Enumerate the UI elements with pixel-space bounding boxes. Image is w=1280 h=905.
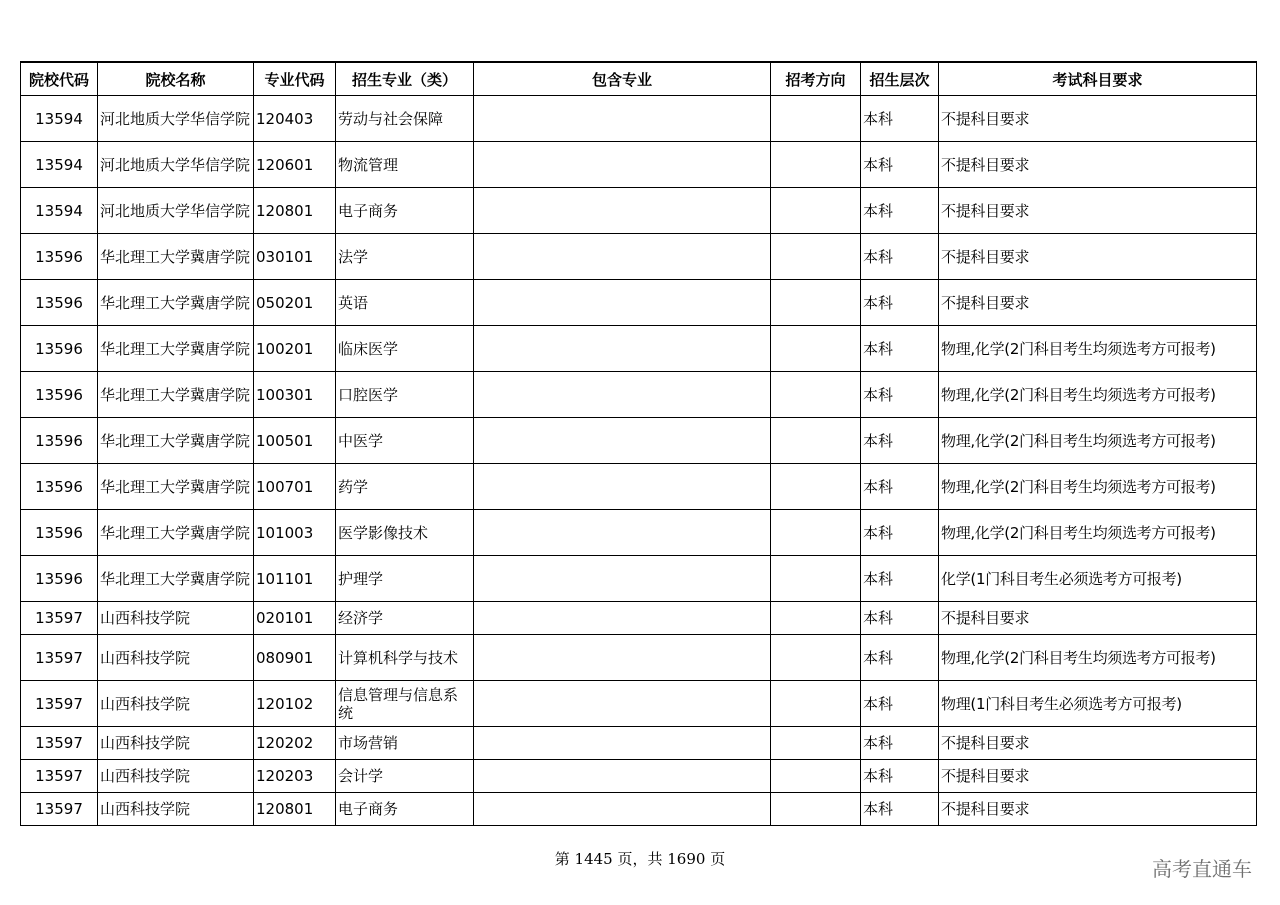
direction-cell — [771, 96, 861, 142]
included-majors-cell — [474, 96, 771, 142]
subject-requirement-cell: 物理,化学(2门科目考生均须选考方可报考) — [939, 326, 1257, 372]
level-cell: 本科 — [861, 372, 939, 418]
table-row — [21, 635, 1257, 681]
header-subject-requirement: 考试科目要求 — [939, 62, 1257, 96]
major-cell: 信息管理与信息系统 — [336, 681, 474, 727]
school-name-cell: 山西科技学院 — [98, 760, 254, 793]
school-code-cell: 13596 — [21, 280, 98, 326]
subject-requirement-cell: 不提科目要求 — [939, 602, 1257, 635]
header-major: 招生专业（类） — [336, 62, 474, 96]
level-cell: 本科 — [861, 142, 939, 188]
subject-requirement-cell: 不提科目要求 — [939, 727, 1257, 760]
school-code-cell: 13594 — [21, 96, 98, 142]
major-code-cell: 100501 — [254, 418, 336, 464]
major-cell: 法学 — [336, 234, 474, 280]
direction-cell — [771, 372, 861, 418]
major-cell: 会计学 — [336, 760, 474, 793]
major-code-cell: 120601 — [254, 142, 336, 188]
subject-requirement-cell: 物理,化学(2门科目考生均须选考方可报考) — [939, 372, 1257, 418]
subject-requirement-cell: 化学(1门科目考生必须选考方可报考) — [939, 556, 1257, 602]
direction-cell — [771, 280, 861, 326]
school-name-cell: 华北理工大学冀唐学院 — [98, 234, 254, 280]
table-row — [21, 418, 1257, 464]
included-majors-cell — [474, 326, 771, 372]
subject-requirement-cell: 不提科目要求 — [939, 793, 1257, 826]
major-code-cell: 120102 — [254, 681, 336, 727]
subject-requirement-cell: 不提科目要求 — [939, 280, 1257, 326]
level-cell: 本科 — [861, 234, 939, 280]
included-majors-cell — [474, 142, 771, 188]
level-cell: 本科 — [861, 96, 939, 142]
table-row — [21, 510, 1257, 556]
watermark: 高考直通车 — [1152, 857, 1252, 881]
subject-requirement-cell: 不提科目要求 — [939, 760, 1257, 793]
school-code-cell: 13597 — [21, 635, 98, 681]
table-row — [21, 681, 1257, 727]
included-majors-cell — [474, 635, 771, 681]
major-cell: 中医学 — [336, 418, 474, 464]
direction-cell — [771, 793, 861, 826]
level-cell: 本科 — [861, 793, 939, 826]
level-cell: 本科 — [861, 418, 939, 464]
level-cell: 本科 — [861, 326, 939, 372]
subject-requirement-cell: 物理,化学(2门科目考生均须选考方可报考) — [939, 418, 1257, 464]
header-school-code: 院校代码 — [21, 62, 98, 96]
table-body — [21, 96, 1257, 826]
school-name-cell: 河北地质大学华信学院 — [98, 142, 254, 188]
table-row — [21, 760, 1257, 793]
school-name-cell: 河北地质大学华信学院 — [98, 188, 254, 234]
direction-cell — [771, 556, 861, 602]
header-level: 招生层次 — [861, 62, 939, 96]
school-name-cell: 山西科技学院 — [98, 727, 254, 760]
table-row — [21, 602, 1257, 635]
table-row — [21, 280, 1257, 326]
table-row — [21, 556, 1257, 602]
included-majors-cell — [474, 464, 771, 510]
table-row — [21, 793, 1257, 826]
direction-cell — [771, 681, 861, 727]
school-code-cell: 13597 — [21, 760, 98, 793]
school-name-cell: 华北理工大学冀唐学院 — [98, 510, 254, 556]
header-school-name: 院校名称 — [98, 62, 254, 96]
level-cell: 本科 — [861, 188, 939, 234]
direction-cell — [771, 326, 861, 372]
school-code-cell: 13594 — [21, 142, 98, 188]
header-major-code: 专业代码 — [254, 62, 336, 96]
level-cell: 本科 — [861, 635, 939, 681]
subject-requirement-cell: 物理,化学(2门科目考生均须选考方可报考) — [939, 635, 1257, 681]
school-code-cell: 13596 — [21, 418, 98, 464]
included-majors-cell — [474, 510, 771, 556]
major-code-cell: 080901 — [254, 635, 336, 681]
table-row — [21, 326, 1257, 372]
included-majors-cell — [474, 727, 771, 760]
subject-requirement-cell: 不提科目要求 — [939, 142, 1257, 188]
direction-cell — [771, 760, 861, 793]
major-cell: 市场营销 — [336, 727, 474, 760]
major-code-cell: 100201 — [254, 326, 336, 372]
school-name-cell: 华北理工大学冀唐学院 — [98, 418, 254, 464]
major-code-cell: 120403 — [254, 96, 336, 142]
major-code-cell: 101003 — [254, 510, 336, 556]
school-code-cell: 13596 — [21, 510, 98, 556]
level-cell: 本科 — [861, 556, 939, 602]
direction-cell — [771, 142, 861, 188]
subject-requirement-cell: 不提科目要求 — [939, 188, 1257, 234]
included-majors-cell — [474, 234, 771, 280]
school-code-cell: 13597 — [21, 681, 98, 727]
header-direction: 招考方向 — [771, 62, 861, 96]
table-row — [21, 372, 1257, 418]
major-code-cell: 120801 — [254, 793, 336, 826]
school-name-cell: 华北理工大学冀唐学院 — [98, 326, 254, 372]
subject-requirement-cell: 物理,化学(2门科目考生均须选考方可报考) — [939, 464, 1257, 510]
included-majors-cell — [474, 793, 771, 826]
level-cell: 本科 — [861, 510, 939, 556]
admissions-table — [20, 61, 1257, 826]
school-code-cell: 13596 — [21, 464, 98, 510]
major-cell: 电子商务 — [336, 793, 474, 826]
subject-requirement-cell: 不提科目要求 — [939, 96, 1257, 142]
table-header-row — [21, 62, 1257, 96]
major-code-cell: 030101 — [254, 234, 336, 280]
direction-cell — [771, 635, 861, 681]
school-name-cell: 河北地质大学华信学院 — [98, 96, 254, 142]
school-code-cell: 13596 — [21, 556, 98, 602]
level-cell: 本科 — [861, 760, 939, 793]
included-majors-cell — [474, 556, 771, 602]
table-row — [21, 727, 1257, 760]
major-cell: 药学 — [336, 464, 474, 510]
major-code-cell: 101101 — [254, 556, 336, 602]
major-cell: 物流管理 — [336, 142, 474, 188]
table-row — [21, 188, 1257, 234]
major-cell: 经济学 — [336, 602, 474, 635]
subject-requirement-cell: 物理,化学(2门科目考生均须选考方可报考) — [939, 510, 1257, 556]
table-row — [21, 464, 1257, 510]
school-name-cell: 山西科技学院 — [98, 793, 254, 826]
school-code-cell: 13597 — [21, 727, 98, 760]
direction-cell — [771, 418, 861, 464]
included-majors-cell — [474, 681, 771, 727]
school-name-cell: 山西科技学院 — [98, 681, 254, 727]
major-cell: 医学影像技术 — [336, 510, 474, 556]
school-name-cell: 山西科技学院 — [98, 635, 254, 681]
major-cell: 护理学 — [336, 556, 474, 602]
level-cell: 本科 — [861, 464, 939, 510]
included-majors-cell — [474, 188, 771, 234]
major-cell: 口腔医学 — [336, 372, 474, 418]
major-code-cell: 050201 — [254, 280, 336, 326]
page-number: 第 1445 页，共 1690 页 — [554, 850, 726, 868]
major-cell: 劳动与社会保障 — [336, 96, 474, 142]
major-code-cell: 100701 — [254, 464, 336, 510]
major-cell: 计算机科学与技术 — [336, 635, 474, 681]
major-code-cell: 120202 — [254, 727, 336, 760]
major-code-cell: 020101 — [254, 602, 336, 635]
school-code-cell: 13597 — [21, 602, 98, 635]
table-row — [21, 142, 1257, 188]
direction-cell — [771, 602, 861, 635]
major-code-cell: 100301 — [254, 372, 336, 418]
school-name-cell: 山西科技学院 — [98, 602, 254, 635]
table-row — [21, 96, 1257, 142]
header-included-majors: 包含专业 — [474, 62, 771, 96]
school-name-cell: 华北理工大学冀唐学院 — [98, 280, 254, 326]
major-cell: 临床医学 — [336, 326, 474, 372]
school-code-cell: 13596 — [21, 372, 98, 418]
school-code-cell: 13594 — [21, 188, 98, 234]
school-code-cell: 13597 — [21, 793, 98, 826]
direction-cell — [771, 234, 861, 280]
subject-requirement-cell: 物理(1门科目考生必须选考方可报考) — [939, 681, 1257, 727]
level-cell: 本科 — [861, 280, 939, 326]
direction-cell — [771, 727, 861, 760]
direction-cell — [771, 510, 861, 556]
included-majors-cell — [474, 418, 771, 464]
major-cell: 电子商务 — [336, 188, 474, 234]
level-cell: 本科 — [861, 727, 939, 760]
school-code-cell: 13596 — [21, 234, 98, 280]
school-code-cell: 13596 — [21, 326, 98, 372]
school-name-cell: 华北理工大学冀唐学院 — [98, 556, 254, 602]
direction-cell — [771, 188, 861, 234]
school-name-cell: 华北理工大学冀唐学院 — [98, 372, 254, 418]
included-majors-cell — [474, 372, 771, 418]
table-row — [21, 234, 1257, 280]
included-majors-cell — [474, 760, 771, 793]
major-code-cell: 120801 — [254, 188, 336, 234]
major-code-cell: 120203 — [254, 760, 336, 793]
included-majors-cell — [474, 280, 771, 326]
school-name-cell: 华北理工大学冀唐学院 — [98, 464, 254, 510]
included-majors-cell — [474, 602, 771, 635]
subject-requirement-cell: 不提科目要求 — [939, 234, 1257, 280]
level-cell: 本科 — [861, 681, 939, 727]
level-cell: 本科 — [861, 602, 939, 635]
direction-cell — [771, 464, 861, 510]
major-cell: 英语 — [336, 280, 474, 326]
